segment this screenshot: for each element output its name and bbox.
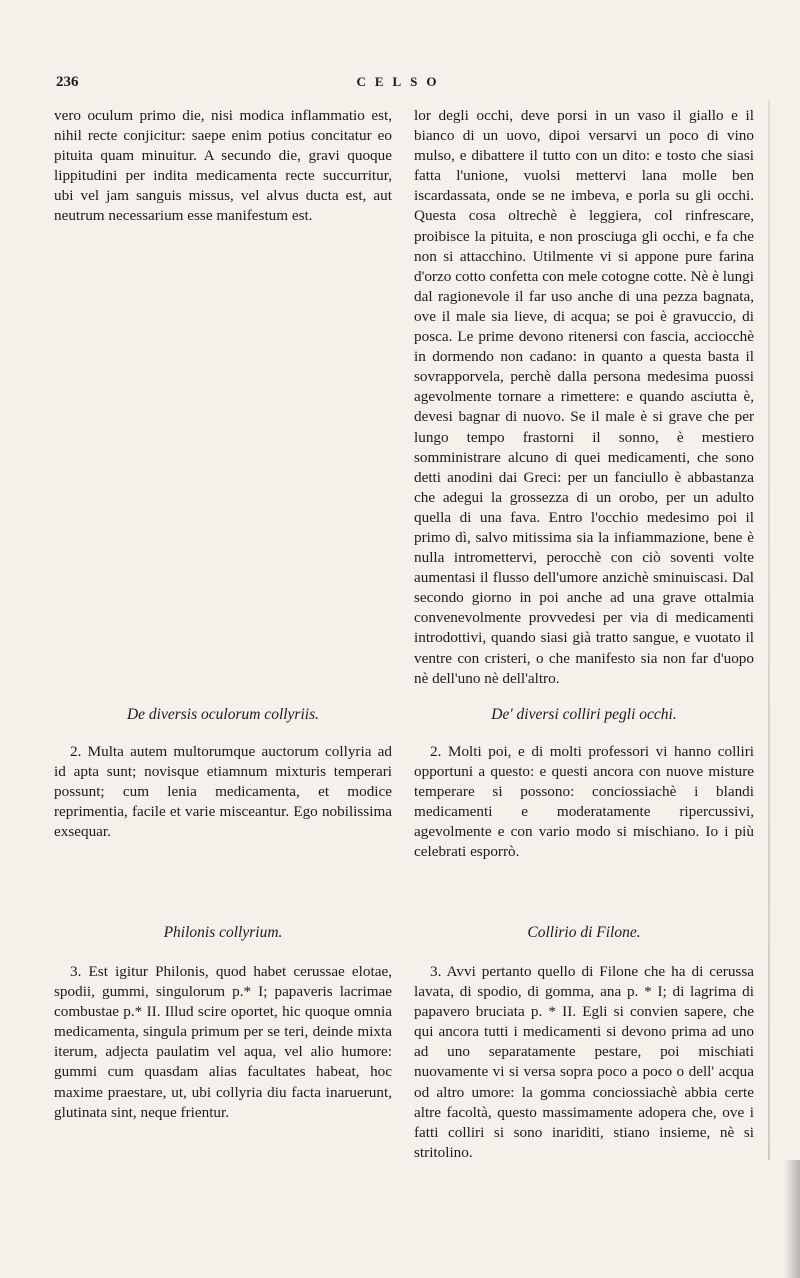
italian-paragraph-1: lor degli occhi, deve porsi in un vaso il giallo e il bianco di un uovo, dipoi versarvi un poco di vino mulso, e dibattere il tutto con un dito: e tosto che siasi fatta l'unione, vuolsi mettervi lana molle ben iscardassata, onde se ne imbeva, e porla su gli occhi. Questa cosa oltrechè è leggiera, col rinfrescare, proibisce la pituita, e non prosciuga gli occhi, e fa che non si attacchino. Utilmente vi si appone pure farina d'orzo cotto confetta con mele cotogne cotte. Nè è lungi dal ragionevole il far uso anche di una pezza bagnata, ove il male sia lieve, di acqua; se poi è gravuccio, di posca. Le prime devono ritenersi con fascia, acciocchè in dormendo non cadano: in quanto a questa basta il sovrapporvela, perchè dalla persona medesima puossi agevolmente tornare a rimettere: e quando asciutta è, devesi bagnar di nuovo. Se il male è si grave che per lungo tempo frastorni il sonno, è mestiero somministrare alcuno di quei medicamenti, che sono detti anodini dai Greci: per un fanciullo è abbastanza che adegui la grossezza di un orobo, per un adulto quella di una fava. Entro l'occhio medesimo poi il primo dì, salvo mitissima sia la infiammazione, bene è nulla intromettervi, perocchè con ciò soventi volte aumentasi il flusso dell'umore anzichè sminuiscasi. Dal secondo giorno in poi anche ad una grave ottalmia convenevolmente provvedesi per via di medicamenti introdottivi, quando siasi già tratto sangue, e vuotato il ventre con cristeri, o che manifesto sia non far d'uopo nè dell'uno nè dell'altro. xyxy=(414,107,754,687)
italian-paragraph-2: 2. Molti poi, e di molti professori vi hanno colliri opportuni a questo: e questi ancora con nuove misture temperare si possono: conciossiachè i blandi medicamenti e moderatamente ripercussivi, agevolmente e con vario modo si mischiano. Io i più celebrati esporrò. xyxy=(414,743,754,861)
page-edge-shadow xyxy=(784,1160,800,1278)
italian-heading-colliri: De' diversi colliri pegli occhi. xyxy=(491,706,677,723)
page-gutter-shadow xyxy=(768,100,770,1160)
running-head xyxy=(56,74,746,96)
latin-heading-philonis: Philonis collyrium. xyxy=(163,924,283,941)
italian-heading-filone: Collirio di Filone. xyxy=(527,924,641,941)
page-number: 236 xyxy=(56,74,79,90)
latin-section-3 xyxy=(54,962,392,1123)
italian-paragraph-3: 3. Avvi pertanto quello di Filone che ha di cerussa lavata, di spodio, di gomma, ana p. * I; di lagrima di papavero bruciata p. * II. Egli si convien sapere, che qui ancora tutti i medicamenti si devono prima ad uno ad uno separatamente pestare, poi mischiati nuovamente vi si versa sopra poco a poco o dell' acqua od altro umore: la gomma conciossiachè abbia certe altre facoltà, questo massimamente adopera che, ove i fatti colliri si sono inariditi, stiano insieme, nè si stritolino. xyxy=(414,963,754,1161)
latin-heading-collyria: De diversis oculorum collyriis. xyxy=(126,706,319,723)
latin-paragraph-3: 3. Est igitur Philonis, quod habet cerussae elotae, spodii, gummi, singulorum p.* I; papaveris lacrimae combustae p.* II. Illud scire oportet, hic quoque omnia medicamenta, singula primum per se teri, deinde mixta iterum, adjecta paulatim vel aqua, vel alio humore: gummi cum quasdam alias facultates habeat, hoc maxime praestare, ut, ubi collyria diu facta inaruerunt, glutinata sint, neque frientur. xyxy=(54,963,392,1121)
latin-column-top xyxy=(54,106,392,227)
italian-column-top xyxy=(414,106,754,689)
italian-section-3 xyxy=(414,962,754,1163)
latin-paragraph-2: 2. Multa autem multorumque auctorum collyria ad id apta sunt; novisque etiamnum mixturis temperari possunt; cum lenia medicamenta, et modice reprimentia, facile et varie misceantur. Ego nobilissima exsequar. xyxy=(54,743,392,841)
latin-paragraph-1: vero oculum primo die, nisi modica inflammatio est, nihil recte conjicitur: saepe enim potius concitatur eo pituita quam minuitur. A secundo die, gravi quoque lippitudini per indita medicamenta recte succurritur, ubi vel jam sanguis missus, vel alvus ducta est, aut neutrum necessarium esse manifestum est. xyxy=(54,107,392,225)
italian-section-2 xyxy=(414,742,754,863)
latin-section-2 xyxy=(54,742,392,842)
running-title: CELSO xyxy=(356,74,446,89)
